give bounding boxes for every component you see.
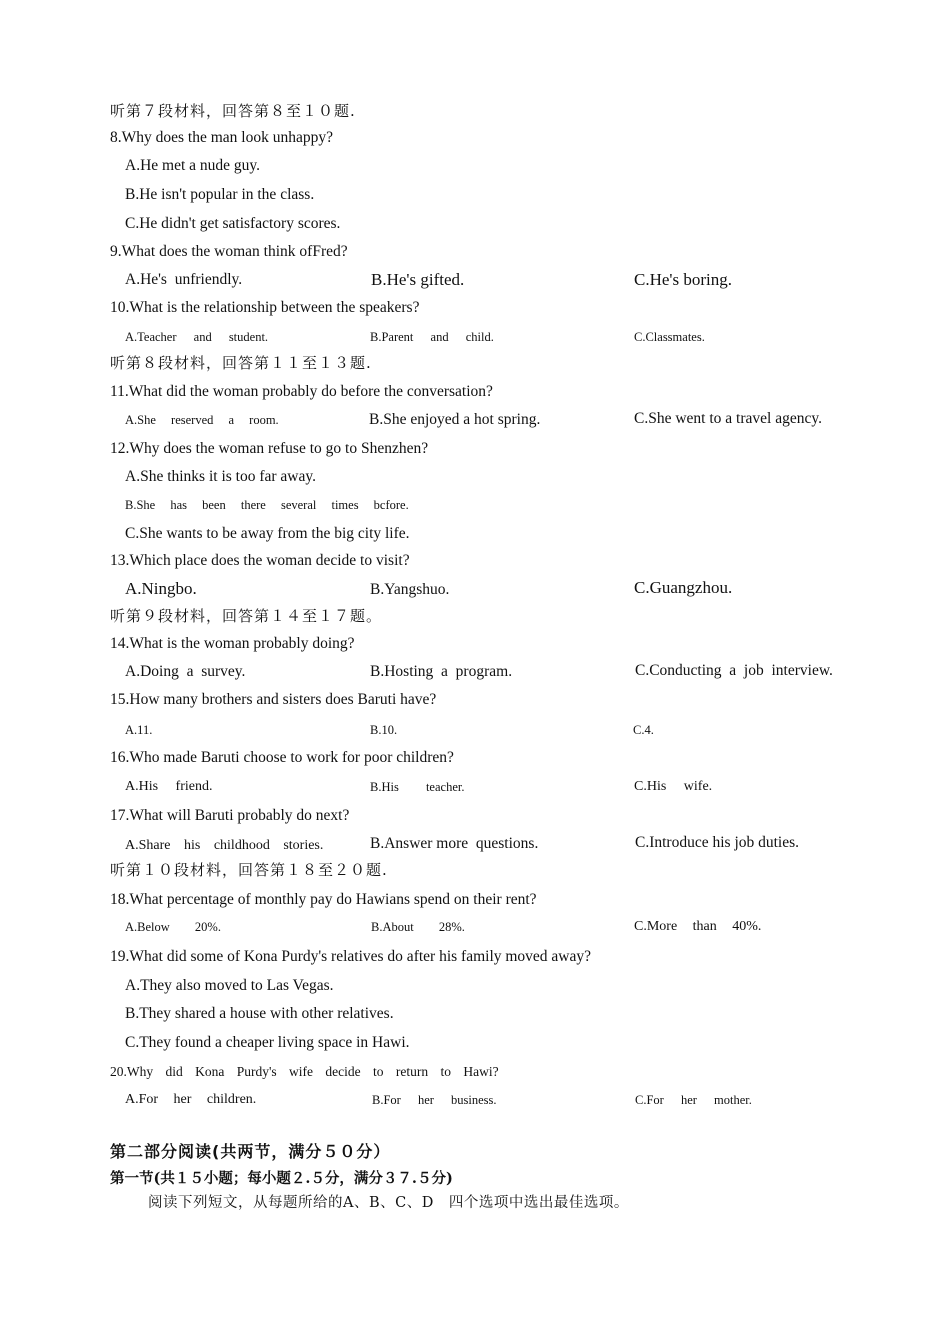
q9-option-a: A.He's unfriendly. [125,271,243,288]
part-2-instruction: 阅读下列短文，从每题所给的A、B、C、D 四个选项中选出最佳选项。 [148,1195,629,1211]
q11-option-b: B.She enjoyed a hot spring. [369,411,541,428]
q9-option-b: B.He's gifted. [371,270,465,289]
q20-option-c: C.For her mother. [635,1093,752,1107]
question-20: 20.Why did Kona Purdy's wife decide to return to Hawi? [110,1064,499,1079]
q17-option-a: A.Share his childhood stories. [125,838,324,853]
q13-option-c: C.Guangzhou. [634,578,733,597]
q10-option-c: C.Classmates. [634,330,705,344]
question-16: 16.Who made Baruti choose to work for poor children? [110,749,454,766]
question-19: 19.What did some of Kona Purdy's relatives do after his family moved away? [110,948,592,965]
part-2-section-1-title: 第一节(共１５小题；每小题２.５分，满分３７.５分) [110,1170,453,1187]
q16-option-c: C.His wife. [634,779,713,794]
q12-option-a: A.She thinks it is too far away. [125,468,316,485]
q18-option-a: A.Below 20%. [125,920,221,934]
q11-option-c: C.She went to a travel agency. [634,410,822,427]
q12-option-b: B.She has been there several times bcfore. [125,498,409,512]
part-2-title: 第二部分阅读(共两节，满分５０分） [110,1142,391,1161]
q13-option-a: A.Ningbo. [125,579,197,598]
q10-option-a: A.Teacher and student. [125,330,269,344]
q19-option-a: A.They also moved to Las Vegas. [125,977,334,994]
q16-option-a: A.His friend. [125,779,213,794]
q14-option-a: A.Doing a survey. [125,663,246,680]
q8-option-b: B.He isn't popular in the class. [125,186,315,203]
q15-option-a: A.11. [125,723,153,737]
q18-option-b: B.About 28%. [371,920,465,934]
q13-option-b: B.Yangshuo. [370,581,450,598]
q20-option-b: B.For her business. [372,1093,497,1107]
q9-option-c: C.He's boring. [634,270,732,289]
question-14: 14.What is the woman probably doing? [110,635,355,652]
question-8: 8.Why does the man look unhappy? [110,129,333,146]
q18-option-c: C.More than 40%. [634,919,762,934]
q15-option-c: C.4. [633,723,654,737]
q8-option-c: C.He didn't get satisfactory scores. [125,215,341,232]
q15-option-b: B.10. [370,723,398,737]
section-8-header: 听第８段材料，回答第１１至１３题. [110,354,372,372]
question-10: 10.What is the relationship between the speakers? [110,299,420,316]
question-18: 18.What percentage of monthly pay do Hawians spend on their rent? [110,891,537,908]
q8-option-a: A.He met a nude guy. [125,157,261,174]
question-13: 13.Which place does the woman decide to visit? [110,552,410,569]
q17-option-b: B.Answer more questions. [370,835,539,852]
q19-option-b: B.They shared a house with other relatives. [125,1005,394,1022]
q17-option-c: C.Introduce his job duties. [635,834,800,851]
q11-option-a: A.She reserved a room. [125,413,279,427]
q14-option-b: B.Hosting a program. [370,663,513,680]
question-11: 11.What did the woman probably do before the conversation? [110,383,493,400]
question-9: 9.What does the woman think ofFred? [110,243,348,260]
question-12: 12.Why does the woman refuse to go to Shenzhen? [110,440,429,457]
q12-option-c: C.She wants to be away from the big city life. [125,525,410,542]
question-17: 17.What will Baruti probably do next? [110,807,350,824]
q20-option-a: A.For her children. [125,1092,257,1107]
section-7-header: 听第７段材料，回答第８至１０题. [110,102,356,120]
q19-option-c: C.They found a cheaper living space in Hawi. [125,1034,410,1051]
question-15: 15.How many brothers and sisters does Baruti have? [110,691,437,708]
q14-option-c: C.Conducting a job interview. [635,662,833,679]
section-10-header: 听第１０段材料，回答第１８至２０题. [110,861,388,879]
q10-option-b: B.Parent and child. [370,330,494,344]
q16-option-b: B.His teacher. [370,780,465,794]
section-9-header: 听第９段材料，回答第１４至１７题。 [110,607,383,625]
